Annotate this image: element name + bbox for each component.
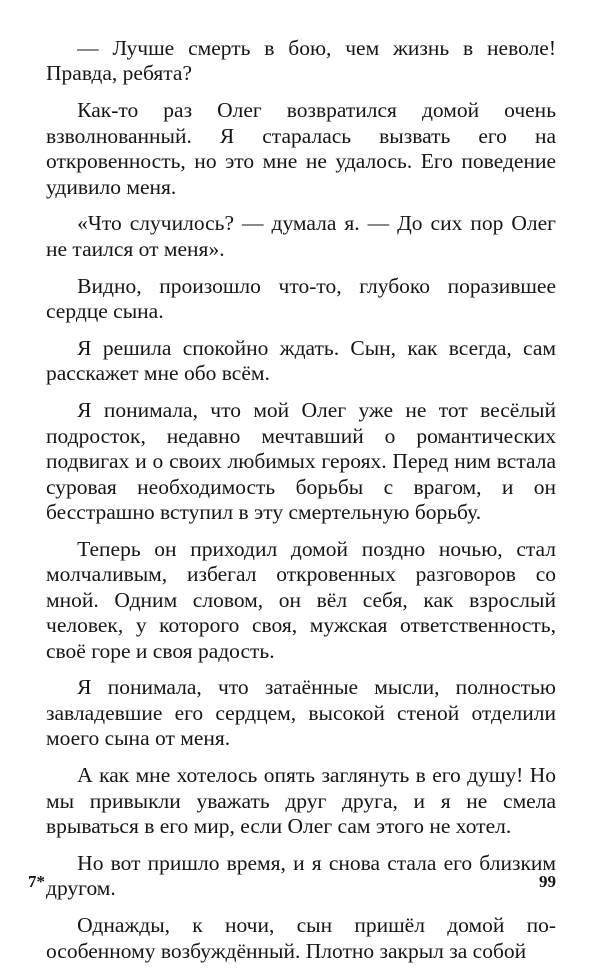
paragraph: Я понимала, что мой Олег уже не тот весёлый подросток, недавно мечтавший о романтических подвигах и о своих любимых героях. Перед ним встала суровая необходимость борьбы с врагом, и он бесстрашно вступил в эту смертельную борьбу. <box>46 398 556 524</box>
page-footer <box>28 872 556 892</box>
paragraph: — Лучше смерть в бою, чем жизнь в неволе! Правда, ребята? <box>46 36 556 86</box>
paragraph: Видно, произошло что-то, глубоко поразившее сердце сына. <box>46 273 556 324</box>
paragraph: «Что случилось? — думала я. — До сих пор Олег не таился от меня». <box>46 211 556 261</box>
paragraph: Как-то раз Олег возвратился домой очень взволнованный. Я старалась вызвать его на откровенность, но это мне не удалось. Его поведение удивило меня. <box>46 98 556 199</box>
paragraph: Теперь он приходил домой поздно ночью, стал молчаливым, избегал откровенных разговоров со мной. Одним словом, он вёл себя, как взрослый человек, у которого своя, мужская ответственность, своё горе и своя радость. <box>46 536 556 663</box>
paragraph: Но вот пришло время, и я снова стала его близким другом. <box>46 850 556 901</box>
paragraph: Я понимала, что затаённые мысли, полностью завладевшие его сердцем, высокой стеной отделили моего сына от меня. <box>46 675 556 751</box>
signature-mark: 7* <box>28 872 45 891</box>
paragraph: Я решила спокойно ждать. Сын, как всегда, сам расскажет мне обо всём. <box>46 336 556 386</box>
page-body <box>46 36 556 976</box>
paragraph: А как мне хотелось опять заглянуть в его душу! Но мы привыкли уважать друг друга, и я не смела врываться в его мир, если Олег сам этого не хотел. <box>46 763 556 838</box>
paragraph: Однажды, к ночи, сын пришёл домой по-особенному возбуждённый. Плотно закрыл за собой <box>46 913 556 963</box>
page-number: 99 <box>539 872 556 891</box>
